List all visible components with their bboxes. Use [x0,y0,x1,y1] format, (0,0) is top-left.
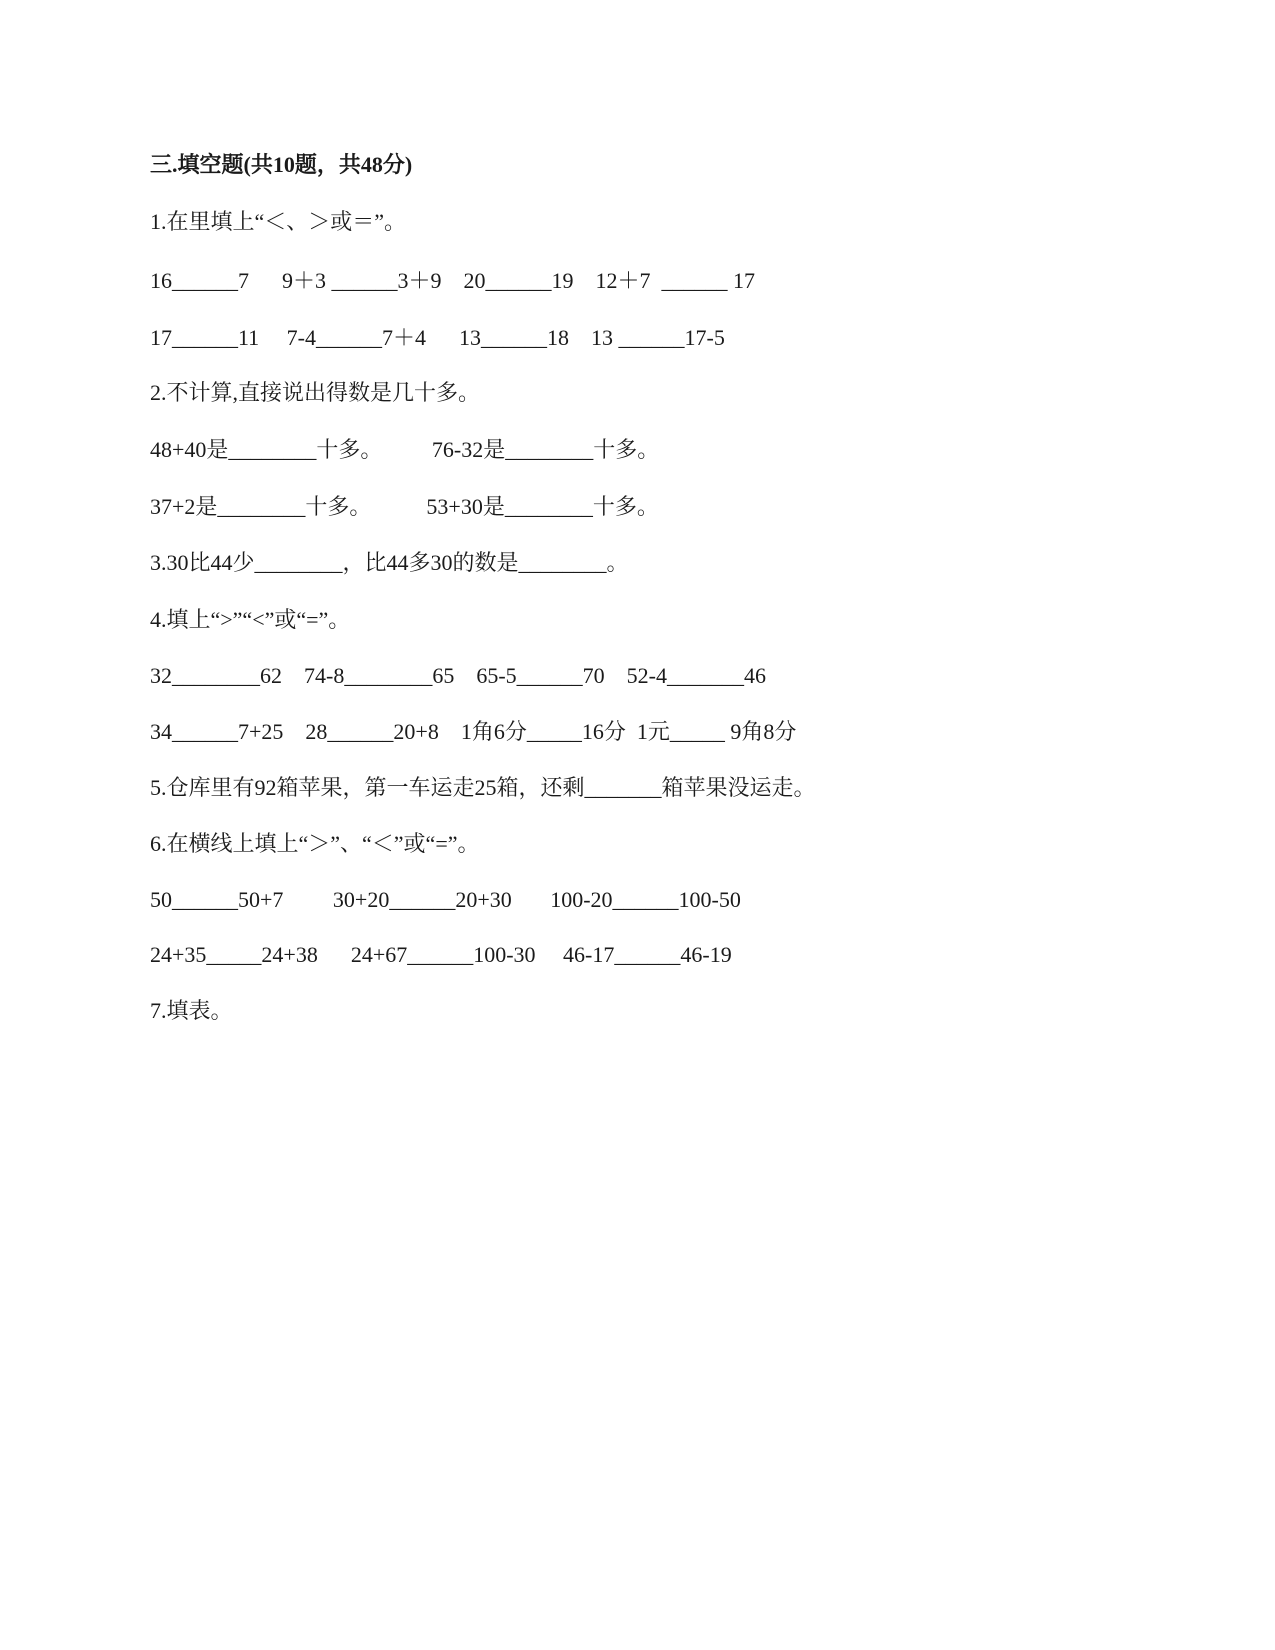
question-4-prompt: 4.填上“>”“<”或“=”。 [150,607,351,632]
question-2-row-1: 48+40是________十多。 76-32是________十多。 [150,437,660,462]
question-6-row-1: 50______50+7 30+20______20+30 100-20______100-50 [150,887,741,912]
section-title: 三.填空题(共10题，共48分) [150,152,413,177]
question-2-row-2: 37+2是________十多。 53+30是________十多。 [150,494,659,519]
question-1-row-1: 16______7 9＋3 ______3＋9 20______19 12＋7 ______ 17 [150,268,756,293]
question-3: 3.30比44少________，比44多30的数是________。 [150,550,629,575]
question-4-row-1: 32________62 74-8________65 65-5______70 52-4_______46 [150,663,766,688]
question-6-row-2: 24+35_____24+38 24+67______100-30 46-17______46-19 [150,942,732,967]
question-1-row-2: 17______11 7-4______7＋4 13______18 13 ______17-5 [150,325,725,350]
question-6-prompt: 6.在横线上填上“＞”、“＜”或“=”。 [150,831,480,856]
question-2-prompt: 2.不计算,直接说出得数是几十多。 [150,380,481,405]
question-1-prompt: 1.在里填上“＜、＞或＝”。 [150,209,407,234]
question-4-row-2: 34______7+25 28______20+8 1角6分_____16分 1元_____ 9角8分 [150,719,797,744]
question-5: 5.仓库里有92箱苹果，第一车运走25箱，还剩_______箱苹果没运走。 [150,775,816,800]
question-7-prompt: 7.填表。 [150,998,233,1023]
